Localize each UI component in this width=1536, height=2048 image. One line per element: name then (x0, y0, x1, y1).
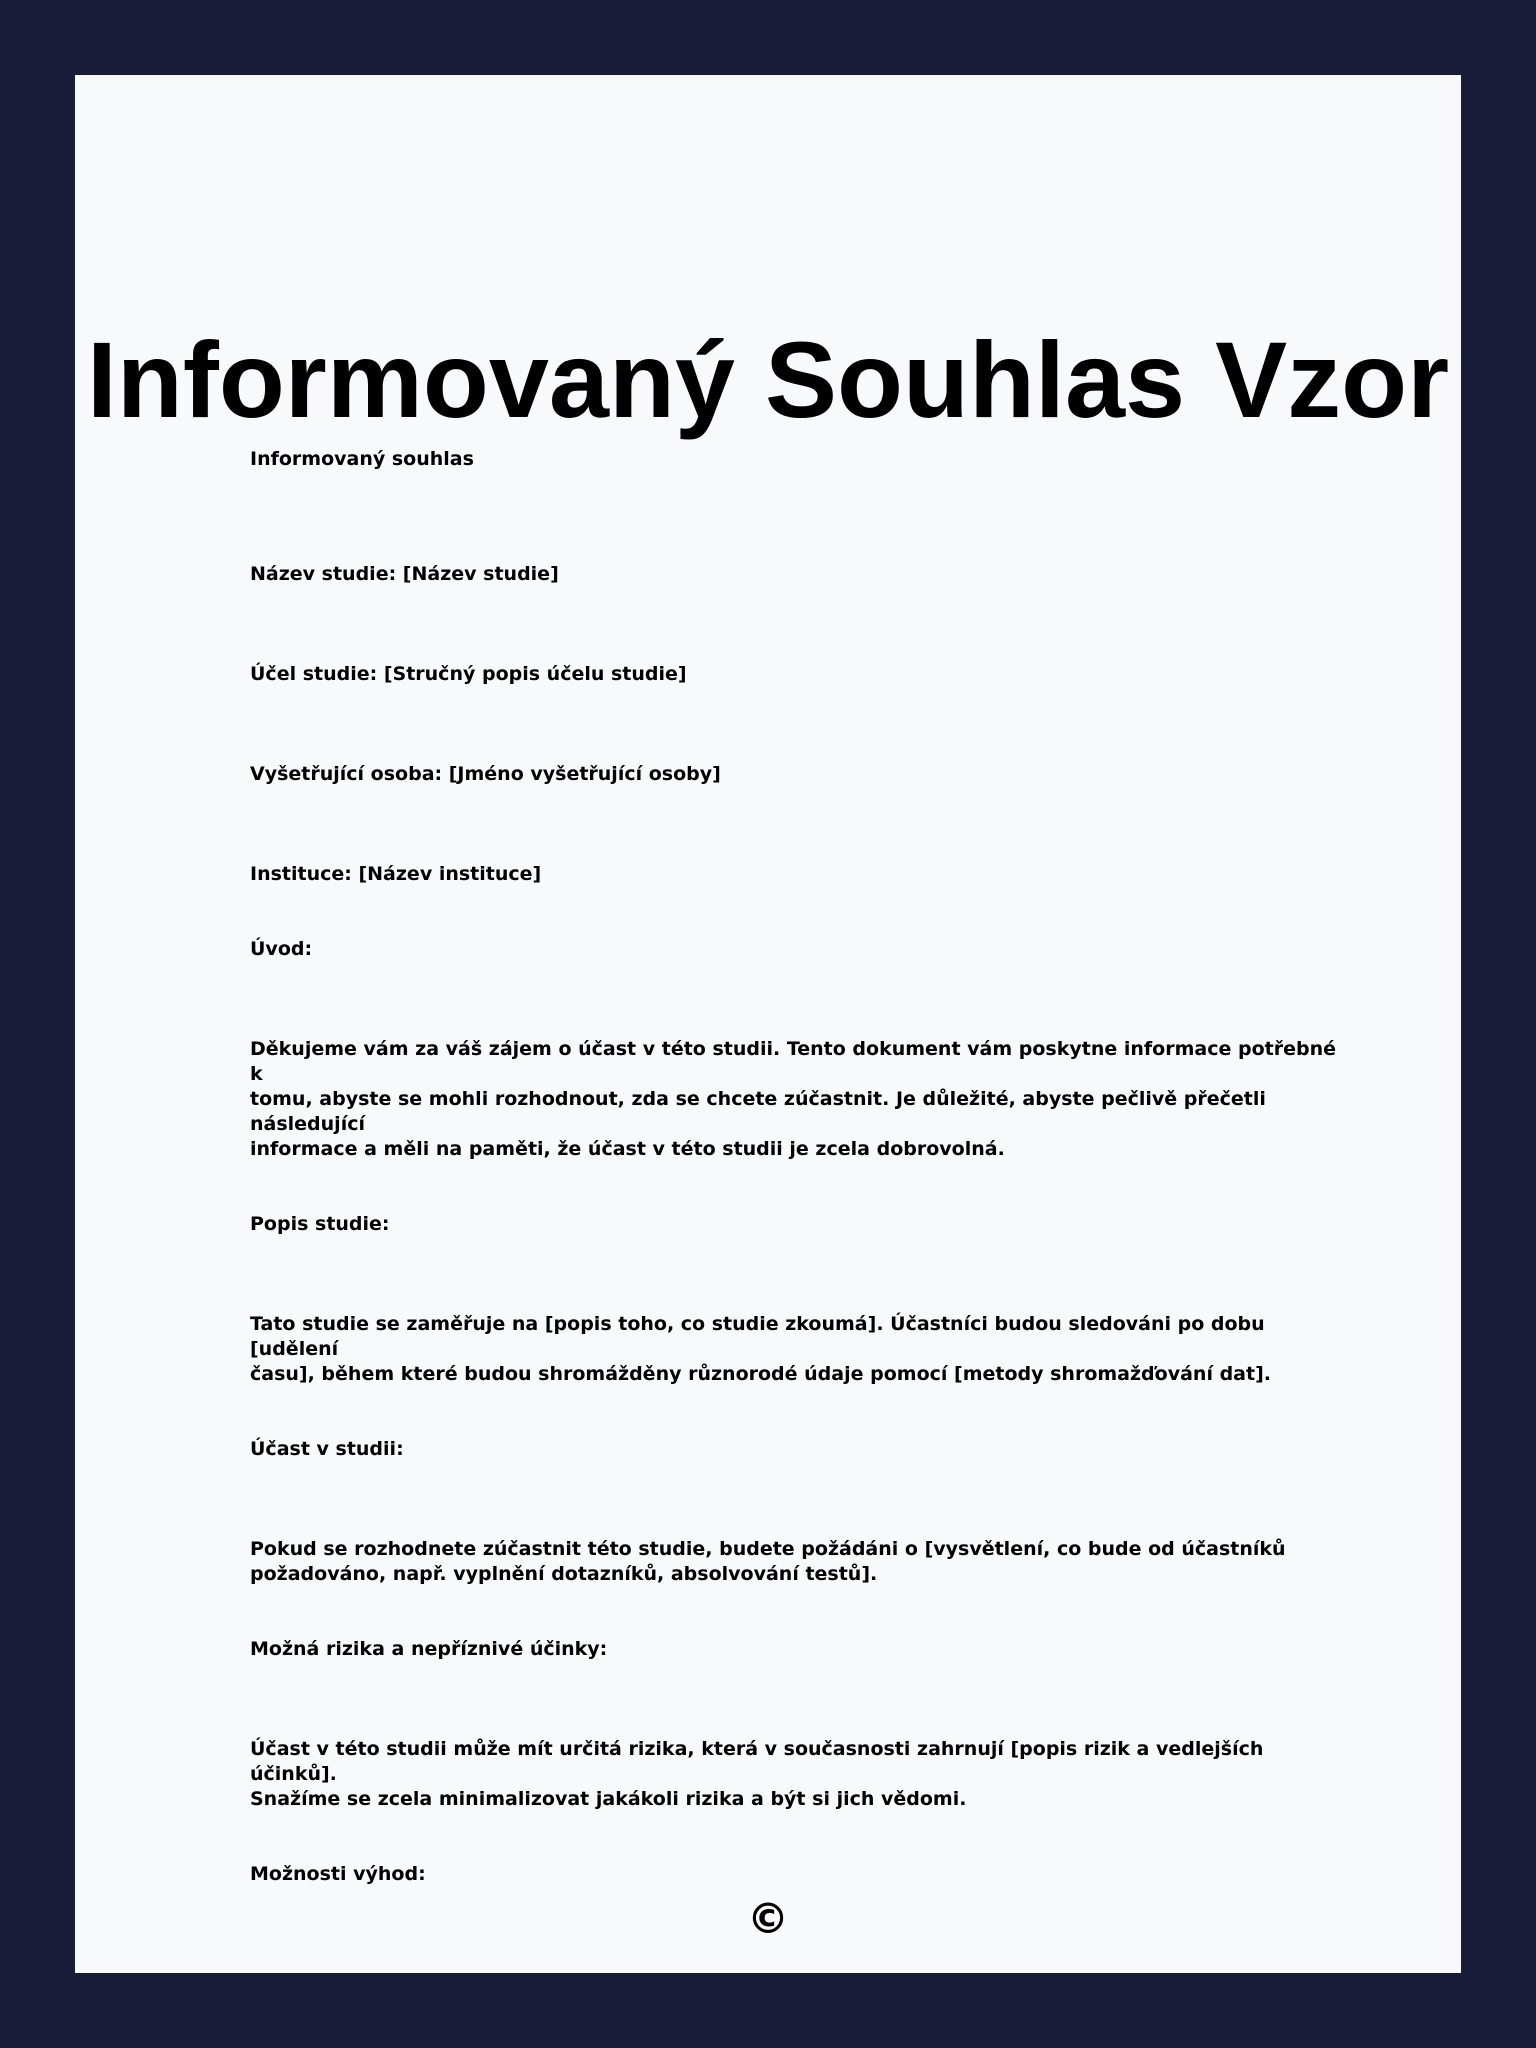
field-institution: Instituce: [Název instituce] (250, 863, 542, 885)
field-investigator: Vyšetřující osoba: [Jméno vyšetřující osoby] (250, 763, 721, 785)
section-heading-study-description: Popis studie: (250, 1213, 390, 1235)
paragraph-risks: Účast v této studii může mít určitá rizika, která v současnosti zahrnují [popis rizik a vedlejších účinků]. Snažíme se zcela minimalizovat jakákoli rizika a být si jich vědomi. (250, 1738, 1264, 1810)
section-heading-informed-consent: Informovaný souhlas (250, 448, 474, 470)
field-study-name: Název studie: [Název studie] (250, 563, 559, 585)
section-heading-participation: Účast v studii: (250, 1438, 404, 1460)
paragraph-study-description: Tato studie se zaměřuje na [popis toho, co studie zkoumá]. Účastníci budou sledováni po dobu [udělení času], během které budou shromážděny různorodé údaje pomocí [metody shromažďování dat]. (250, 1313, 1271, 1385)
section-heading-benefits: Možnosti výhod: (250, 1863, 426, 1885)
section-heading-risks: Možná rizika a nepříznivé účinky: (250, 1638, 608, 1660)
document-title: Informovaný Souhlas Vzor (86, 319, 1450, 440)
document-body (250, 447, 1350, 1887)
copyright-icon: © (747, 1894, 789, 1943)
paragraph-introduction: Děkujeme vám za váš zájem o účast v této studii. Tento dokument vám poskytne informace potřebné k tomu, abyste se mohli rozhodnout, zda se chcete zúčastnit. Je důležité, abyste pečlivě přečetli následující informace a měli na paměti, že účast v této studii je zcela dobrovolná. (250, 1038, 1336, 1160)
section-heading-introduction: Úvod: (250, 938, 313, 960)
field-study-purpose: Účel studie: [Stručný popis účelu studie] (250, 663, 687, 685)
paragraph-participation: Pokud se rozhodnete zúčastnit této studie, budete požádáni o [vysvětlení, co bude od účastníků požadováno, např. vyplnění dotazníků, absolvování testů]. (250, 1538, 1286, 1585)
document-page (75, 75, 1461, 1973)
